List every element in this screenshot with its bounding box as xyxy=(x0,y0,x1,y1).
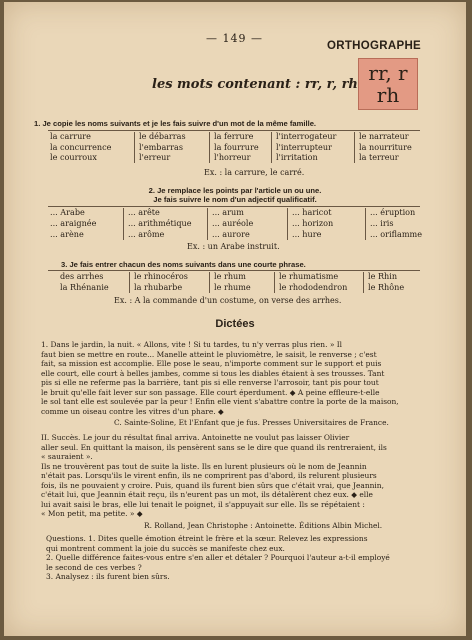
exercise-2-word: ... haricot xyxy=(292,207,332,217)
exercise-1-word: l'erreur xyxy=(139,152,171,162)
question-line: Questions. 1. Dites quelle émotion étreint le frère et la sœur. Relevez les expressions xyxy=(46,534,368,543)
exercise-2-word: ... auréole xyxy=(212,217,254,228)
dictee-2-line: « Mon petit, ma petite. » ◆ xyxy=(41,509,143,519)
question-line: le second de ces verbes ? xyxy=(46,562,142,572)
dictee-2-line: fois, ils ne pouvaient y croire. Puis, quand ils furent bien sûrs que c'était vrai, que Jeannin, xyxy=(41,480,384,490)
dictee-1-line: 1. Dans le jardin, la nuit. « Allons, vite ! Si tu tardes, tu n'y verras plus rien. » Il xyxy=(41,340,343,349)
badge-line-2: rh xyxy=(376,83,400,107)
dictee-2-line: lui avait saisi le bras, elle lui tenait le poignet, il s'appuyait sur elle. Ils se répétaient : xyxy=(41,499,365,509)
exercise-1-word: la fourrure xyxy=(214,141,259,152)
exercise-2-word: ... éruption xyxy=(370,207,416,217)
exercise-2-example: Ex. : un Arabe instruit. xyxy=(187,242,280,251)
dictee-1-line: faut bien se mettre en route... Manelle atteint le pluviomètre, le saisit, le renverse ; c'est xyxy=(41,349,377,359)
exercise-3-word: le rhume xyxy=(214,281,251,292)
questions-block xyxy=(46,534,441,582)
textbook-page xyxy=(4,2,466,636)
exercise-2-word: ... oriflamme xyxy=(370,228,422,239)
exercise-1-column-divider xyxy=(354,132,355,163)
question-line: 2. Quelle différence faites-vous entre s'en aller et détaler ? Pourquoi l'auteur a-t-il employé xyxy=(46,553,390,562)
dictee-2-line: II. Succès. Le jour du résultat final arriva. Antoinette ne voulut pas laisser Olivier xyxy=(41,433,350,442)
exercise-2-column-divider xyxy=(123,208,124,240)
exercise-1-column-divider xyxy=(271,132,272,163)
exercise-1-column-divider xyxy=(134,132,135,163)
dictee-2-text xyxy=(41,433,439,519)
exercise-2-word: ... araignée xyxy=(50,217,97,228)
exercise-2-word: ... Arabe xyxy=(50,207,85,217)
exercise-2-word: ... arène xyxy=(50,228,84,239)
exercise-2-word: ... arête xyxy=(128,207,160,217)
dictee-1-line: pis si elle ne referme pas la barrière, tant pis si elle renverse l'arrosoir, tant pis pour tout xyxy=(41,378,379,388)
page-number: — 149 — xyxy=(206,32,263,45)
lesson-title: les mots contenant : rr, r, rh xyxy=(152,77,358,92)
exercise-1-instruction: 1. Je copie les noms suivants et je les fais suivre d'un mot de la même famille. xyxy=(34,119,317,128)
exercise-2-instruction-1: 2. Je remplace les points par l'article un ou une. xyxy=(148,186,322,195)
exercise-1-word: la concurrence xyxy=(50,141,112,152)
exercise-3-word: le Rhône xyxy=(368,281,405,292)
exercise-2-word: ... arum xyxy=(212,207,244,217)
dictee-1-line: comme un oiseau contre les vitres d'un phare. ◆ xyxy=(41,406,224,416)
exercise-2-word: ... arithmétique xyxy=(128,217,192,228)
dictee-2-line: Ils ne trouvèrent pas tout de suite la liste. Ils en lurent plusieurs où le nom de Jeannin xyxy=(41,461,367,471)
exercise-1-word: le narrateur xyxy=(359,131,409,141)
question-line: qui montrent comment la joie du succès se manifeste chez eux. xyxy=(46,543,285,553)
dictee-1-line: elle court, elle court à belles jambes, comme si tous les diables étaient à ses trousses. Tant xyxy=(41,368,385,378)
exercise-2-column-divider xyxy=(287,208,288,240)
exercise-1-word: l'embarras xyxy=(139,141,184,152)
exercise-3-word: le rhinocéros xyxy=(134,271,188,281)
exercise-2-column-divider xyxy=(207,208,208,240)
exercise-3-column-divider xyxy=(129,272,130,293)
exercise-1-word: la terreur xyxy=(359,152,399,162)
exercise-1-example: Ex. : la carrure, le carré. xyxy=(204,168,305,177)
dictee-2-source: R. Rolland, Jean Christophe : Antoinette. Éditions Albin Michel. xyxy=(144,521,383,530)
exercise-3-column-divider xyxy=(363,272,364,293)
exercise-3-word: des arrhes xyxy=(60,271,104,281)
exercise-1-word: l'horreur xyxy=(214,152,251,162)
exercise-3-word: le rhododendron xyxy=(279,281,348,292)
badge-line-1: rr, r xyxy=(368,61,408,85)
exercise-2-instruction-2: Je fais suivre le nom d'un adjectif qualificatif. xyxy=(153,195,317,204)
exercise-3-word: le rhumatisme xyxy=(279,271,339,281)
dictee-1-line: le bruit qu'elle fait lever sur son passage. Elle court éperdument. ◆ A peine effleure-t-elle xyxy=(41,387,380,397)
exercise-1-word: la ferrure xyxy=(214,131,254,141)
exercise-1-word: la carrure xyxy=(50,131,91,141)
exercise-2-word: ... aurore xyxy=(212,228,250,239)
exercise-1-word: le débarras xyxy=(139,131,186,141)
exercise-1-word: l'interrogateur xyxy=(276,131,337,141)
exercise-3-example: Ex. : A la commande d'un costume, on verse des arrhes. xyxy=(114,296,342,305)
dictee-2-line: aller seul. En quittant la maison, ils pensèrent sans se le dire que quand ils rentreraient, ils xyxy=(41,442,387,452)
exercise-3-column-divider xyxy=(274,272,275,293)
question-line: 3. Analysez : ils furent bien sûrs. xyxy=(46,572,170,581)
exercise-1-word: l'interrupteur xyxy=(276,141,332,152)
dictees-title: Dictées xyxy=(215,318,255,330)
exercise-3-column-divider xyxy=(209,272,210,293)
exercise-1-word: l'irritation xyxy=(276,152,318,162)
dictee-2-line: n'était pas. Lorsqu'ils le virent enfin, ils ne comprirent pas d'abord, ils relurent plusieurs xyxy=(41,471,377,481)
exercise-2-word: ... hure xyxy=(292,228,322,239)
exercise-3-word: la Rhénanie xyxy=(60,281,109,292)
exercise-3-word: la rhubarbe xyxy=(134,281,183,292)
exercise-2-word: ... iris xyxy=(370,217,394,228)
dictee-1-source: C. Sainte-Soline, Et l'Enfant que je fus. Presses Universitaires de France. xyxy=(114,418,389,427)
spelling-badge xyxy=(358,58,418,110)
dictee-2-line: « sauraient ». xyxy=(41,452,93,462)
section-title: ORTHOGRAPHE xyxy=(327,40,422,52)
dictee-1-text xyxy=(41,340,439,416)
dictee-1-line: le sol tant elle est soulevée par la peur ! Enfin elle vient s'abattre contre la porte de la maison, xyxy=(41,397,399,407)
exercise-3-instruction: 3. Je fais entrer chacun des noms suivants dans une courte phrase. xyxy=(61,260,306,269)
exercise-2-column-divider xyxy=(365,208,366,240)
exercise-3-word: le Rhin xyxy=(368,271,398,281)
exercise-1-column-divider xyxy=(209,132,210,163)
exercise-3-word: le rhum xyxy=(214,271,246,281)
dictee-2-line: c'était lui, que Jeannin était reçu, ils n'eurent pas un mot, ils détalèrent chez eux. ◆ elle xyxy=(41,490,373,500)
exercise-2-word: ... horizon xyxy=(292,217,334,228)
dictee-1-line: fait, sa mission est accomplie. Elle pose le seau, n'importe comment sur le support et puis xyxy=(41,359,382,369)
exercise-2-word: ... arôme xyxy=(128,228,165,239)
exercise-1-word: le courroux xyxy=(50,152,97,162)
exercise-1-word: la nourriture xyxy=(359,141,412,152)
